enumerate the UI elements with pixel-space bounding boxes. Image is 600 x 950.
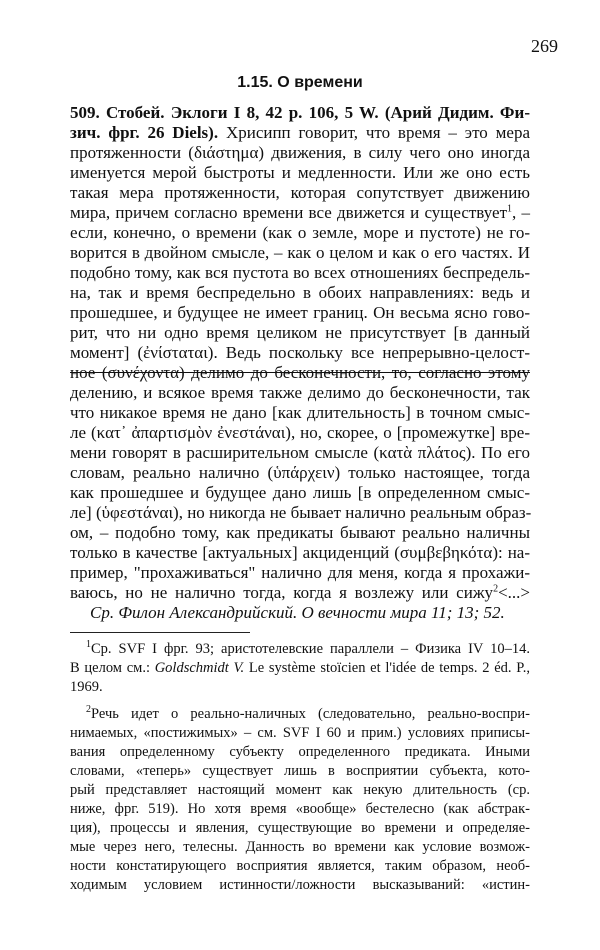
- footnote-2-line: ходимым условием истинности/ложности высказываний: «истин-: [70, 877, 530, 893]
- text-line: зич. фрг. 26 Diels). Хрисипп говорит, что время – это мера: [70, 123, 530, 142]
- text-line: ворится в двойном смысле, – как о целом и как о его частях. И: [70, 243, 530, 262]
- text-line: что никакое время не дано [как длительность] в точном смыс-: [70, 403, 530, 422]
- text-line: если, конечно, о времени (как о земле, море и пустоте) не го-: [70, 223, 530, 242]
- footnote-ref-2: 2: [493, 583, 499, 595]
- footnote-2-line: рый представляет настоящий момент как некую длительность (ср.: [70, 782, 530, 798]
- footnote-1-line: $^1$Ср. SVF I фрг. 93; аристотелевские параллели – Физика IV 10–14.: [86, 639, 530, 657]
- text-line: только в качестве [актуальных] акциденций (συμβεβηκότα): на-: [70, 543, 530, 562]
- text-line: протяженности (διάστημα) движения, в силу чего оно иногда: [70, 143, 530, 162]
- footnote-ref-1: 1: [507, 203, 512, 215]
- footnote-divider: [70, 632, 250, 633]
- text-line: ле] (ὑφεστάναι), но никогда не бывает налично реальным образ-: [70, 503, 532, 522]
- footnote-marker: 2: [86, 704, 91, 716]
- text-line: 509. Стобей. Эклоги I 8, 42 p. 106, 5 W. (Арий Дидим. Фи-: [70, 103, 530, 122]
- footnote-2-line: ности констатирующего восприятия является, таким образом, необ-: [70, 858, 530, 874]
- footnote-2-line: мые через него, телесны. Данность во времени как условие возмож-: [70, 839, 530, 855]
- text-line: такая мера протяженности, которая сопутствует движению: [70, 183, 530, 202]
- text-line: ом, – подобно тому, как предикаты бывают реально наличны: [70, 523, 530, 542]
- text-line: именуется мерой быстроты и медленности. Или же оно есть: [70, 163, 530, 182]
- text-line: момент] (ἐνίσταται). Ведь поскольку все непрерывно-целост-: [70, 343, 530, 362]
- main-text: [70, 103, 530, 623]
- text-line: как прошедшее и будущее дано лишь [в определенном смыс-: [70, 483, 530, 502]
- footnote-marker: 1: [86, 639, 91, 651]
- text-line-struck: ное (συνέχοντα) делимо до бесконечности, то, согласно этому: [70, 363, 530, 382]
- text-line: ваюсь, но не налично тогда, когда я возлежу или сижу$^2$<...>: [70, 583, 530, 602]
- text-line: ле (κατ᾽ ἀπαρτισμὸν ἐνεστάναι), но, скорее, о [промежутке] вре-: [70, 423, 530, 442]
- text-line: мени говорят в расширительном смысле (κατὰ πλάτος). По его: [70, 443, 530, 462]
- section-title: 1.15. О времени: [237, 74, 363, 91]
- footnote-2-line: нимаемых, «постижимых» – см. SVF I 60 и прим.) условиях приписы-: [70, 725, 530, 741]
- text-line: прошедшее, и будущее не имеет границ. Он весьма ясно гово-: [70, 303, 530, 322]
- page-number: 269: [531, 36, 558, 56]
- text-line: делению, и всякое время также делимо до бесконечности, так: [70, 383, 530, 402]
- text-line: пример, "прохаживаться" налично для меня, когда я прохажи-: [70, 563, 530, 582]
- text-line: подобно тому, как вся пустота во всех отношениях беспредель-: [70, 263, 530, 282]
- footnote-2-line: словами, «теперь» существует лишь в восприятии субъекта, кото-: [70, 763, 530, 779]
- footnote-2-line: $^2$Речь идет о реально-наличных (следовательно, реально-воспри-: [86, 704, 530, 722]
- footnote-2-line: ниже, фрг. 519). Но хотя время «вообще» бестелесно (как абстрак-: [70, 801, 530, 817]
- text-line: мира, причем согласно времени все движется и существует$^1$, –: [70, 203, 530, 222]
- text-line: рит, что ни одно время целиком не присутствует [в данный: [70, 323, 530, 342]
- footnotes: [70, 640, 530, 895]
- footnote-2-line: ция), процессы и явления, существующие во времени и определяе-: [70, 820, 530, 836]
- footnote-1-line: 1969.: [70, 679, 103, 695]
- footnote-2-line: вания определенному субъекту определенного предиката. Иными: [70, 744, 530, 760]
- text-line: словам, реально налично (ὑπάρχειν) только настоящее, тогда: [70, 463, 530, 482]
- cross-reference: Ср. Филон Александрийский. О вечности мира 11; 13; 52.: [90, 603, 505, 622]
- text-line: на, так и время беспредельно в обоих направлениях: ведь и: [70, 283, 530, 302]
- footnote-1-line: В целом см.: Goldschmidt V. Le système stoïcien et l'idée de temps. 2 éd. P.,: [70, 660, 530, 676]
